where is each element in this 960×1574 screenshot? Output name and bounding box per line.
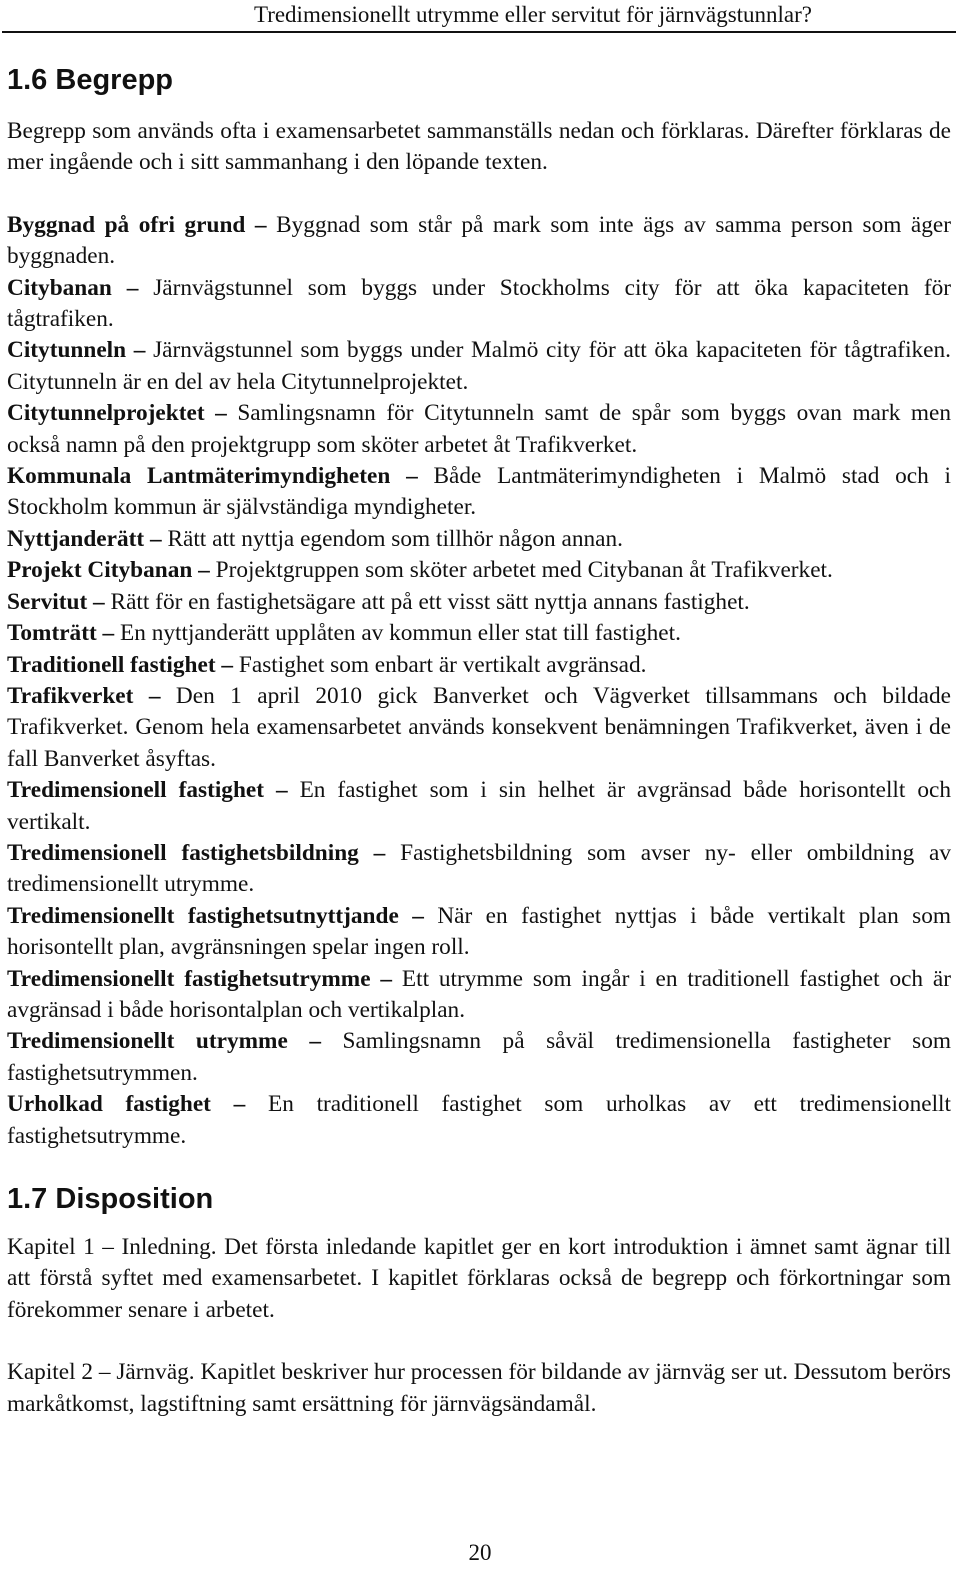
term-name: Projekt Citybanan — [7, 557, 193, 584]
section-heading-disposition: 1.7 Disposition — [7, 1183, 214, 1215]
term-definition: En nyttjanderätt upplåten av kommun eller stat till fastighet. — [120, 620, 681, 647]
term-definition: Projektgruppen som sköter arbetet med Citybanan åt Trafikverket. — [215, 557, 833, 584]
term-separator: – — [96, 620, 121, 647]
chapter-label: Kapitel 1 – Inledning. — [7, 1234, 217, 1260]
term-entry — [7, 398, 951, 461]
term-definition: Fastighetsbildning som avser ny- eller ombildning av tredimensionellt utrymme. — [7, 839, 952, 898]
term-definition: En traditionell fastighet som urholkas av ett tredimensionellt fastighetsutrymme. — [7, 1091, 951, 1149]
chapter-text: Det första inledande kapitlet ger en kort introduktion i ämnet samt ägnar till att förstå syftet med examensarbetet. I kapitlet förklaras också de begrepp och förkortningar som förekommer senare i arbetet. — [7, 1234, 951, 1323]
disposition-list — [7, 1232, 951, 1420]
term-separator: – — [390, 463, 434, 490]
term-separator: – — [264, 777, 300, 804]
term-entry — [7, 681, 951, 775]
term-name: Tredimensionellt fastighetsutnyttjande — [7, 902, 399, 929]
term-name: Tredimensionellt utrymme — [7, 1028, 288, 1055]
page-number: 20 — [468, 1540, 492, 1565]
term-separator: – — [370, 965, 402, 992]
section-heading-begrepp: 1.6 Begrepp — [7, 64, 173, 96]
term-definition: När en fastighet nyttjas i både vertikalt plan som horisontellt plan, avgränsningen spelar ingen roll. — [7, 902, 952, 961]
term-separator: – — [192, 557, 216, 584]
term-entry — [7, 524, 951, 555]
term-separator: – — [287, 1028, 343, 1055]
running-header: Tredimensionellt utrymme eller servitut för järnvägstunnlar? — [253, 2, 812, 27]
term-name: Citybanan — [7, 274, 112, 301]
chapter-label: Kapitel 2 – Järnväg. — [7, 1359, 195, 1386]
term-name: Citytunneln — [7, 337, 127, 364]
term-entry — [7, 210, 951, 273]
term-definition: Den 1 april 2010 gick Banverket och Vägverket tillsammans och bildade Trafikverket. Genom hela examensarbetet används konsekvent benämningen Trafikverket, även i de fall Banverket åsyftas. — [7, 682, 952, 772]
term-definition: Samlingsnamn för Citytunneln samt de spår som byggs ovan mark men också namn på den projektgrupp som sköter arbetet åt Trafikverket. — [7, 400, 952, 458]
term-list — [7, 210, 951, 1152]
term-entry — [7, 1089, 951, 1152]
term-definition: Rätt för en fastighetsägare att på ett visst sätt nyttja annans fastighet. — [110, 588, 750, 615]
term-name: Nyttjanderätt — [7, 525, 145, 552]
term-definition: Järnvägstunnel som byggs under Malmö city för att öka kapaciteten för tågtrafiken. Citytunneln är en del av hela Citytunnelprojektet. — [7, 337, 951, 395]
chapter-paragraph — [7, 1357, 951, 1420]
term-entry — [7, 901, 951, 964]
term-entry — [7, 335, 951, 398]
term-entry — [7, 1026, 951, 1089]
term-separator: – — [245, 211, 277, 238]
term-entry — [7, 587, 951, 618]
term-entry — [7, 775, 951, 838]
term-separator: – — [126, 337, 154, 364]
term-entry — [7, 964, 951, 1027]
term-name: Tredimensionellt fastighetsutrymme — [7, 965, 371, 992]
term-definition: Järnvägstunnel som byggs under Stockholms city för att öka kapaciteten för tågtrafiken. — [7, 274, 952, 333]
term-definition: Ett utrymme som ingår i en traditionell fastighet och är avgränsad i både horisontalplan och vertikalplan. — [7, 965, 952, 1023]
term-definition: Både Lantmäterimyndigheten i Malmö stad och i Stockholm kommun är självständiga myndigheter. — [7, 463, 952, 521]
term-name: Urholkad fastighet — [7, 1091, 211, 1118]
term-definition: Rätt att nyttja egendom som tillhör någon annan. — [167, 525, 623, 552]
chapter-text: Kapitlet beskriver hur processen för bildande av järnväg ser ut. Dessutom berörs markåtkomst, lagstiftning samt ersättning för järnvägsändamål. — [7, 1359, 952, 1417]
term-name: Servitut — [7, 588, 88, 615]
term-entry — [7, 555, 951, 586]
term-name: Tredimensionell fastighet — [7, 777, 264, 804]
term-name: Kommunala Lantmäterimyndigheten — [7, 463, 391, 490]
term-separator: – — [215, 651, 239, 678]
term-name: Traditionell fastighet — [7, 651, 216, 678]
term-entry — [7, 650, 951, 681]
chapter-paragraph — [7, 1232, 951, 1326]
term-separator: – — [358, 839, 401, 866]
page-content — [7, 60, 951, 1420]
term-definition: En fastighet som i sin helhet är avgränsad både horisontellt och vertikalt. — [7, 777, 951, 835]
term-entry — [7, 838, 951, 901]
term-definition: Byggnad som står på mark som inte ägs av samma person som äger byggnaden. — [7, 211, 951, 270]
term-entry — [7, 618, 951, 649]
term-entry — [7, 273, 951, 336]
begrepp-intro-paragraph: Begrepp som används ofta i examensarbetet sammanställs nedan och förklaras. Därefter förklaras de mer ingående och i sitt sammanhang i den löpande texten. — [7, 118, 951, 176]
term-name: Tomträtt — [7, 620, 97, 647]
term-separator: – — [398, 902, 438, 929]
term-name: Tredimensionell fastighetsbildning — [7, 839, 359, 866]
term-definition: Samlingsnamn på såväl tredimensionella fastigheter som fastighetsutrymmen. — [7, 1028, 951, 1086]
term-separator: – — [204, 400, 238, 427]
term-separator: – — [133, 682, 176, 709]
term-name: Byggnad på ofri grund — [7, 211, 246, 238]
term-name: Citytunnelprojektet — [7, 400, 205, 427]
term-separator: – — [111, 274, 154, 301]
term-separator: – — [87, 588, 111, 615]
term-name: Trafikverket — [7, 682, 134, 709]
term-entry — [7, 461, 951, 524]
term-separator: – — [144, 525, 168, 552]
header-rule — [2, 31, 956, 33]
term-separator: – — [210, 1091, 268, 1118]
term-definition: Fastighet som enbart är vertikalt avgränsad. — [238, 651, 647, 678]
